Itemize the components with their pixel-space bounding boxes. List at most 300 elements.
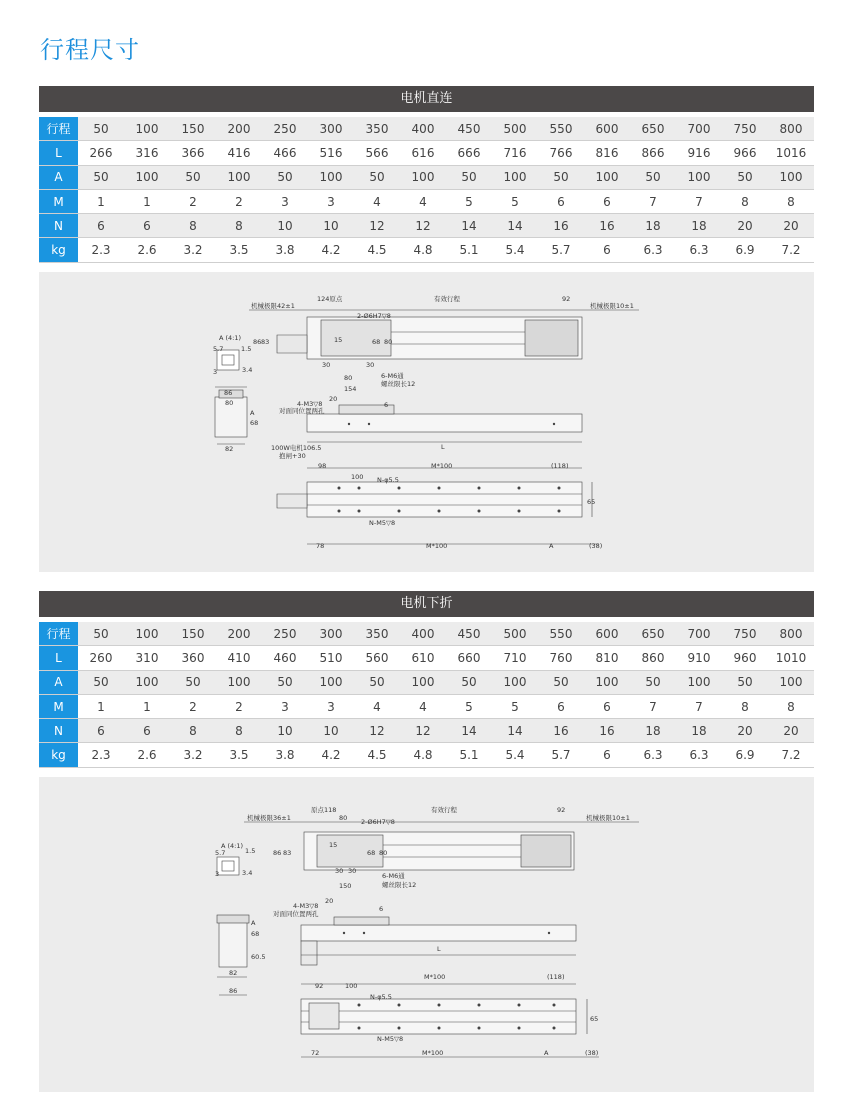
table-cell: 100	[595, 170, 619, 185]
label-65: 65	[590, 1015, 599, 1023]
label-68: 68	[372, 338, 381, 346]
spec-table-folded	[39, 622, 814, 768]
table-cell: 550	[549, 626, 573, 641]
table-cell: 466	[273, 145, 297, 160]
table-cell: 50	[737, 170, 753, 185]
table-cell: 100	[503, 675, 527, 690]
table-cell: 5	[465, 194, 473, 209]
table-cell: 100	[411, 675, 435, 690]
table-cell: 50	[277, 170, 293, 185]
table-cell: 250	[273, 626, 297, 641]
table-cell: 50	[369, 675, 385, 690]
table-cell: 50	[737, 675, 753, 690]
label-L: L	[437, 945, 441, 953]
label-150: 150	[339, 882, 352, 890]
table-cell: 650	[641, 626, 665, 641]
table-row	[39, 671, 814, 695]
table-cell: 750	[733, 626, 757, 641]
table-cell: 3.2	[183, 243, 203, 258]
table-cell: 7	[695, 699, 703, 714]
label-154: 154	[344, 385, 357, 393]
label-68: 68	[367, 849, 376, 857]
table-cell: 100	[779, 170, 803, 185]
table-cell: 100	[319, 170, 343, 185]
table-cell: 7	[695, 194, 703, 209]
label-80v: 80	[379, 849, 388, 857]
label-3-4: 3.4	[242, 869, 253, 877]
table-cell: 666	[457, 145, 481, 160]
table-cell: 18	[645, 723, 661, 738]
table-cell: 50	[93, 675, 109, 690]
table-cell: 800	[779, 121, 803, 136]
label-origin: 124原点	[317, 295, 343, 303]
table-cell: 16	[553, 723, 569, 738]
table-cell: 50	[553, 675, 569, 690]
table-cell: 100	[227, 675, 251, 690]
table-cell: 860	[641, 650, 665, 665]
table-cell: 7.2	[781, 243, 801, 258]
table-cell: 660	[457, 650, 481, 665]
table-cell: 8	[235, 723, 243, 738]
table-cell: 566	[365, 145, 389, 160]
table-cell: 100	[411, 170, 435, 185]
table-cell: 14	[507, 723, 523, 738]
label-83: 83	[261, 338, 270, 346]
table-cell: 10	[277, 218, 293, 233]
end-cap	[525, 320, 578, 356]
label-15: 15	[334, 336, 343, 344]
table-cell: 3.8	[275, 748, 295, 763]
label-mech-limit-left: 机械极限36±1	[247, 814, 291, 822]
table-cell: 50	[645, 170, 661, 185]
table-cell: 300	[319, 121, 343, 136]
table-row	[39, 622, 814, 646]
table-cell: 3.2	[183, 748, 203, 763]
table-cell: 4.5	[367, 748, 387, 763]
label-3: 3	[213, 368, 218, 376]
table-cell: 6.9	[735, 748, 755, 763]
label-brake: 抱闸+30	[279, 452, 306, 460]
label-mech-limit-left: 机械极限42±1	[251, 302, 295, 310]
table-cell: 6.9	[735, 243, 755, 258]
row-label: L	[39, 141, 78, 164]
table-cell: 4.2	[321, 243, 341, 258]
row-label: N	[39, 719, 78, 742]
table-cell: 716	[503, 145, 527, 160]
table-cell: 20	[783, 218, 799, 233]
table-cell: 3	[327, 699, 335, 714]
table-cell: 2	[235, 194, 243, 209]
label-118: (118)	[547, 973, 565, 981]
table-cell: 100	[687, 170, 711, 185]
label-motor-100w: 100W电机106.5	[271, 444, 322, 452]
label-6: 6	[384, 401, 389, 409]
table-cell: 12	[415, 723, 431, 738]
table-row	[39, 743, 814, 767]
table-cell: 800	[779, 626, 803, 641]
row-label: 行程	[39, 117, 78, 140]
table-cell: 50	[645, 675, 661, 690]
drawing-panel-direct	[39, 272, 814, 572]
table-cell: 20	[737, 723, 753, 738]
table-cell: 1	[143, 194, 151, 209]
table-cell: 50	[93, 121, 109, 136]
row-cells	[78, 190, 814, 213]
table-cell: 100	[227, 170, 251, 185]
row-label: A	[39, 166, 78, 189]
table-cell: 6	[143, 723, 151, 738]
table-cell: 14	[507, 218, 523, 233]
table-cell: 100	[503, 170, 527, 185]
label-80w: 80	[225, 399, 234, 407]
table-cell: 4.5	[367, 243, 387, 258]
label-100: 100	[345, 982, 358, 990]
table-cell: 18	[691, 723, 707, 738]
label-mech-limit-right: 机械极限10±1	[586, 814, 630, 822]
label-a: A	[251, 919, 256, 927]
table-cell: 6	[603, 194, 611, 209]
table-cell: 300	[319, 626, 343, 641]
table-cell: 16	[599, 218, 615, 233]
label-5-7: 5.7	[213, 345, 224, 353]
table-cell: 3	[281, 194, 289, 209]
dimension-drawing-folded	[39, 777, 814, 1092]
label-82: 82	[225, 445, 234, 453]
label-92: 92	[562, 295, 571, 303]
table-cell: 5.7	[551, 748, 571, 763]
table-cell: 150	[181, 626, 205, 641]
label-92b: 92	[315, 982, 324, 990]
label-80: 80	[344, 374, 353, 382]
module-bottom-view	[307, 482, 582, 517]
table-cell: 700	[687, 121, 711, 136]
row-cells	[78, 622, 814, 645]
table-cell: 7.2	[781, 748, 801, 763]
table-cell: 6	[557, 194, 565, 209]
module-front-view	[307, 414, 582, 432]
table-cell: 916	[687, 145, 711, 160]
table-cell: 6	[603, 243, 611, 258]
row-label: L	[39, 646, 78, 669]
section-header-folded: 电机下折	[39, 591, 814, 617]
table-cell: 866	[641, 145, 665, 160]
label-60-5: 60.5	[251, 953, 266, 961]
label-80v: 80	[384, 338, 393, 346]
table-cell: 3	[281, 699, 289, 714]
table-cell: 4	[419, 699, 427, 714]
label-86v: 86	[273, 849, 282, 857]
table-cell: 6	[97, 218, 105, 233]
table-cell: 4.8	[413, 748, 433, 763]
label-m6: 6-M6通	[382, 872, 405, 880]
label-80top: 80	[339, 814, 348, 822]
table-cell: 5.1	[459, 243, 479, 258]
label-3-4: 3.4	[242, 366, 253, 374]
table-cell: 2	[235, 699, 243, 714]
table-cell: 460	[273, 650, 297, 665]
table-cell: 510	[319, 650, 343, 665]
table-cell: 416	[227, 145, 251, 160]
table-cell: 6	[603, 699, 611, 714]
table-cell: 2.6	[137, 748, 157, 763]
table-cell: 500	[503, 626, 527, 641]
table-cell: 1010	[775, 650, 807, 665]
table-cell: 4.8	[413, 243, 433, 258]
label-m100-bottom: M*100	[422, 1049, 444, 1057]
label-72: 72	[311, 1049, 320, 1057]
label-opposite-holes: 对面同位置两孔	[279, 407, 325, 415]
drawing-panel-folded	[39, 777, 814, 1092]
table-cell: 50	[93, 170, 109, 185]
label-38: (38)	[585, 1049, 599, 1057]
row-cells	[78, 743, 814, 766]
label-38: (38)	[589, 542, 603, 550]
label-n-phi: N-φ5.5	[370, 993, 392, 1001]
table-cell: 8	[787, 699, 795, 714]
table-cell: 14	[461, 218, 477, 233]
table-cell: 3.8	[275, 243, 295, 258]
row-label: M	[39, 190, 78, 213]
table-cell: 760	[549, 650, 573, 665]
table-cell: 2.6	[137, 243, 157, 258]
table-cell: 8	[787, 194, 795, 209]
table-cell: 100	[135, 626, 159, 641]
table-cell: 150	[181, 121, 205, 136]
table-cell: 600	[595, 121, 619, 136]
module-side-section	[219, 922, 247, 967]
label-86: 86	[229, 987, 238, 995]
label-a-bottom: A	[544, 1049, 549, 1057]
label-78: 78	[316, 542, 325, 550]
label-3: 3	[215, 870, 220, 878]
table-cell: 3.5	[229, 748, 249, 763]
table-cell: 16	[599, 723, 615, 738]
table-cell: 960	[733, 650, 757, 665]
table-cell: 6.3	[643, 243, 663, 258]
table-cell: 400	[411, 626, 435, 641]
table-row	[39, 646, 814, 670]
label-20: 20	[329, 395, 338, 403]
label-15: 15	[329, 841, 338, 849]
label-m100-top: M*100	[431, 462, 453, 470]
label-L: L	[441, 443, 445, 451]
label-m6: 6-M6通	[381, 372, 404, 380]
row-cells	[78, 166, 814, 189]
table-cell: 14	[461, 723, 477, 738]
table-cell: 7	[649, 194, 657, 209]
table-cell: 450	[457, 121, 481, 136]
label-mech-limit-right: 机械极限10±1	[590, 302, 634, 310]
row-cells	[78, 238, 814, 261]
table-cell: 350	[365, 121, 389, 136]
label-m3: 4-M3▽8	[297, 400, 323, 408]
table-cell: 3	[327, 194, 335, 209]
table-cell: 18	[645, 218, 661, 233]
table-cell: 5.7	[551, 243, 571, 258]
label-86v: 86	[253, 338, 262, 346]
table-cell: 360	[181, 650, 205, 665]
table-cell: 5	[511, 194, 519, 209]
table-cell: 100	[595, 675, 619, 690]
label-n-m5: N-M5▽8	[369, 519, 396, 527]
table-row	[39, 166, 814, 190]
table-cell: 5	[511, 699, 519, 714]
table-cell: 12	[369, 218, 385, 233]
label-100: 100	[351, 473, 364, 481]
table-cell: 50	[461, 170, 477, 185]
label-pin-hole: 2-Ø6H7▽8	[357, 312, 391, 320]
table-cell: 12	[415, 218, 431, 233]
label-view-a: A (4:1)	[219, 334, 242, 342]
table-cell: 6.3	[689, 243, 709, 258]
table-cell: 200	[227, 626, 251, 641]
table-cell: 350	[365, 626, 389, 641]
label-5-7: 5.7	[215, 849, 226, 857]
table-cell: 10	[323, 723, 339, 738]
row-label: A	[39, 671, 78, 694]
label-20: 20	[325, 897, 334, 905]
label-68b: 68	[250, 419, 259, 427]
table-row	[39, 214, 814, 238]
row-cells	[78, 141, 814, 164]
label-82: 82	[229, 969, 238, 977]
table-row	[39, 238, 814, 262]
table-cell: 50	[93, 626, 109, 641]
table-cell: 50	[185, 675, 201, 690]
detail-a	[217, 857, 239, 875]
table-cell: 4	[373, 194, 381, 209]
detail-a	[217, 350, 239, 370]
table-cell: 4	[373, 699, 381, 714]
label-65: 65	[587, 498, 596, 506]
row-label: N	[39, 214, 78, 237]
table-cell: 966	[733, 145, 757, 160]
table-cell: 810	[595, 650, 619, 665]
label-origin: 原点118	[311, 806, 337, 814]
table-cell: 310	[135, 650, 159, 665]
table-cell: 816	[595, 145, 619, 160]
table-cell: 5.4	[505, 748, 525, 763]
table-cell: 50	[461, 675, 477, 690]
label-a-bottom: A	[549, 542, 554, 550]
table-cell: 8	[235, 218, 243, 233]
label-98: 98	[318, 462, 327, 470]
table-cell: 550	[549, 121, 573, 136]
table-cell: 700	[687, 626, 711, 641]
label-m3: 4-M3▽8	[293, 902, 319, 910]
slider-block	[321, 320, 391, 356]
row-cells	[78, 671, 814, 694]
table-cell: 5	[465, 699, 473, 714]
table-row	[39, 141, 814, 165]
table-cell: 50	[185, 170, 201, 185]
table-cell: 4.2	[321, 748, 341, 763]
table-cell: 20	[737, 218, 753, 233]
table-cell: 6	[97, 723, 105, 738]
table-cell: 260	[89, 650, 113, 665]
row-cells	[78, 646, 814, 669]
label-n-m5: N-M5▽8	[377, 1035, 404, 1043]
table-cell: 50	[553, 170, 569, 185]
table-cell: 1016	[775, 145, 807, 160]
table-cell: 2.3	[91, 748, 111, 763]
table-cell: 750	[733, 121, 757, 136]
label-30b: 30	[348, 867, 357, 875]
table-cell: 1	[97, 194, 105, 209]
table-cell: 100	[319, 675, 343, 690]
table-cell: 10	[277, 723, 293, 738]
table-row	[39, 117, 814, 141]
label-30a: 30	[322, 361, 331, 369]
table-cell: 20	[783, 723, 799, 738]
table-cell: 8	[189, 723, 197, 738]
table-cell: 6.3	[643, 748, 663, 763]
table-cell: 766	[549, 145, 573, 160]
spec-table-direct	[39, 117, 814, 263]
table-cell: 8	[741, 194, 749, 209]
table-cell: 100	[687, 675, 711, 690]
end-cap	[521, 835, 571, 867]
section-header-direct: 电机直连	[39, 86, 814, 112]
label-86: 86	[224, 389, 233, 397]
table-cell: 616	[411, 145, 435, 160]
label-a: A	[250, 409, 255, 417]
row-label: M	[39, 695, 78, 718]
table-cell: 366	[181, 145, 205, 160]
label-30b: 30	[366, 361, 375, 369]
table-cell: 2	[189, 699, 197, 714]
table-cell: 100	[135, 170, 159, 185]
table-cell: 200	[227, 121, 251, 136]
table-cell: 1	[143, 699, 151, 714]
table-row	[39, 719, 814, 743]
table-cell: 50	[369, 170, 385, 185]
table-row	[39, 695, 814, 719]
label-opposite-holes: 对面同位置两孔	[273, 910, 319, 918]
label-effective-stroke: 有效行程	[434, 295, 460, 303]
label-n-phi: N-φ5.5	[377, 476, 399, 484]
module-front-view	[301, 925, 576, 941]
table-cell: 100	[135, 675, 159, 690]
table-cell: 250	[273, 121, 297, 136]
table-cell: 6	[603, 748, 611, 763]
table-cell: 12	[369, 723, 385, 738]
table-cell: 910	[687, 650, 711, 665]
table-cell: 6	[143, 218, 151, 233]
label-83: 83	[283, 849, 292, 857]
label-68b: 68	[251, 930, 260, 938]
row-label: kg	[39, 743, 78, 766]
table-cell: 100	[135, 121, 159, 136]
table-cell: 410	[227, 650, 251, 665]
table-cell: 5.1	[459, 748, 479, 763]
label-118: (118)	[551, 462, 569, 470]
table-cell: 500	[503, 121, 527, 136]
label-1-5: 1.5	[241, 345, 252, 353]
table-cell: 316	[135, 145, 159, 160]
row-label: 行程	[39, 622, 78, 645]
table-cell: 3.5	[229, 243, 249, 258]
table-cell: 710	[503, 650, 527, 665]
table-cell: 4	[419, 194, 427, 209]
table-cell: 560	[365, 650, 389, 665]
table-cell: 18	[691, 218, 707, 233]
row-label: kg	[39, 238, 78, 261]
table-cell: 5.4	[505, 243, 525, 258]
table-cell: 266	[89, 145, 113, 160]
row-cells	[78, 117, 814, 140]
table-cell: 610	[411, 650, 435, 665]
